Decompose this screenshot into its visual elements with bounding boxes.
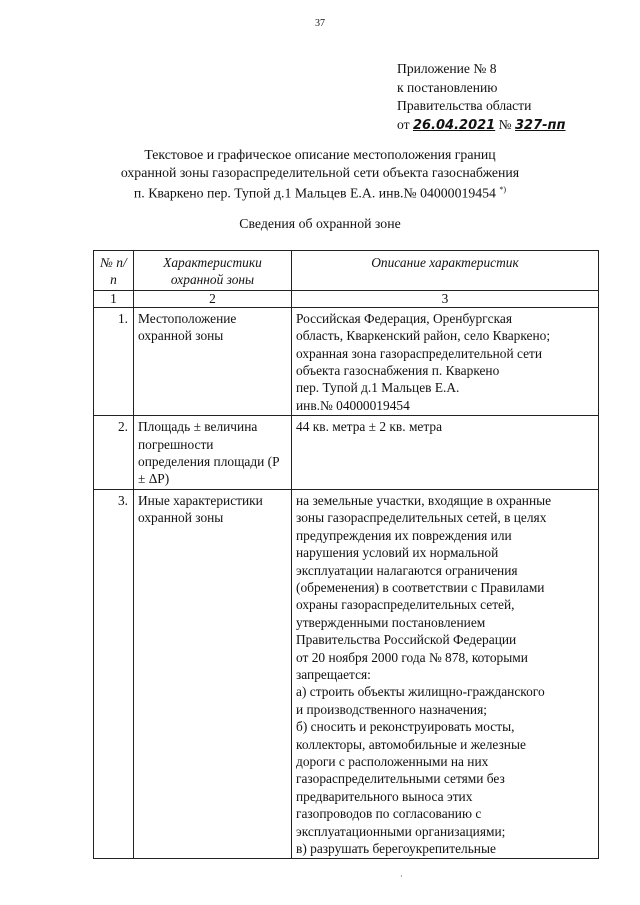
description-line: пер. Тупой д.1 Мальцев Е.А. [296,380,460,396]
description-line: на земельные участки, входящие в охранные [296,492,552,508]
appendix-line-2: к постановлению [397,79,498,95]
table-row [94,307,599,415]
description-line: эксплуатации налагаются ограничения [296,562,518,578]
description-line: газораспределительными сетями без [296,771,505,787]
appendix-line-3: Правительства области [397,98,532,113]
handwritten-number: 327-пп [515,117,566,133]
description-line: Российская Федерация, Оренбургская [296,310,512,326]
description-line: объекта газоснабжения п. Кваркено [296,363,500,379]
description-line: запрещается: [296,666,371,682]
description-line: зоны газораспределительных сетей, в целях [296,510,547,526]
row-description [292,489,599,859]
description-line: эксплуатационными организациями; [296,823,506,839]
description-line: б) сносить и реконструировать мосты, [296,719,515,735]
description-line: газопроводов по согласованию с [296,806,482,822]
description-line: (обременения) в соответствии с Правилами [296,579,545,595]
title-line-3-text: п. Кваркено пер. Тупой д.1 Мальцев Е.А. инв.№ 04000019454 [133,185,496,201]
header-description: Описание характеристик [292,251,599,291]
handwritten-date: 26.04.2021 [412,117,496,133]
description-line: нарушения условий их нормальной [296,545,499,561]
row-characteristic: Площадь ± величина погрешности определения площади (P ± ΔP) [134,416,292,490]
date-prefix: от [397,116,410,132]
footnote-mark: *) [499,185,507,195]
row-characteristic: Иные характеристики охранной зоны [134,489,292,859]
description-line: и производственного назначения; [296,701,487,717]
table-row [94,416,599,490]
row-characteristic: Местоположение охранной зоны [134,307,292,415]
row-description [292,307,599,415]
description-line: 44 кв. метра ± 2 кв. метра [296,419,443,435]
description-line: предварительного выноса этих [296,788,473,804]
page-mark: · [400,872,403,881]
description-line: охраны газораспределительных сетей, [296,597,515,613]
description-line: область, Кваркенский район, село Кваркено; [296,328,551,344]
header-num: № п/п [94,251,134,291]
description-line: от 20 ноября 2000 года № 878, которыми [296,649,528,665]
description-line: инв.№ 04000019454 [296,397,410,413]
document-title [0,146,640,202]
description-line: Правительства Российской Федерации [296,632,517,648]
description-line: в) разрушать берегоукрепительные [296,841,496,856]
table-header-row [94,251,599,291]
appendix-date-line [397,116,566,136]
appendix-block [397,60,566,135]
number-prefix: № [498,116,512,132]
description-line: дороги с расположенными на них [296,753,489,769]
description-line: коллекторы, автомобильные и железные [296,736,526,752]
row-description [292,416,599,490]
title-line-1: Текстовое и графическое описание местоположения границ [144,147,496,162]
title-line-2: охранной зоны газораспределительной сети объекта газоснабжения [120,164,520,180]
description-line: охранная зона газораспределительной сети [296,345,543,361]
row-number: 2. [94,416,134,490]
index-cell: 2 [134,290,292,307]
description-line: а) строить объекты жилищно-гражданского [296,684,545,700]
header-characteristic: Характеристики охранной зоны [134,251,292,291]
page-number: 37 [315,18,325,29]
title-line-3 [0,181,640,202]
index-cell: 1 [94,290,134,307]
description-line: предупреждения их повреждения или [296,527,512,543]
table-index-row [94,290,599,307]
zone-info-table [93,250,599,859]
row-number: 1. [94,307,134,415]
row-number: 3. [94,489,134,859]
description-line: утвержденными постановлением [296,614,486,630]
appendix-line-1: Приложение № 8 [397,61,497,76]
table-row [94,489,599,859]
index-cell: 3 [292,290,599,307]
section-subtitle: Сведения об охранной зоне [239,216,401,231]
